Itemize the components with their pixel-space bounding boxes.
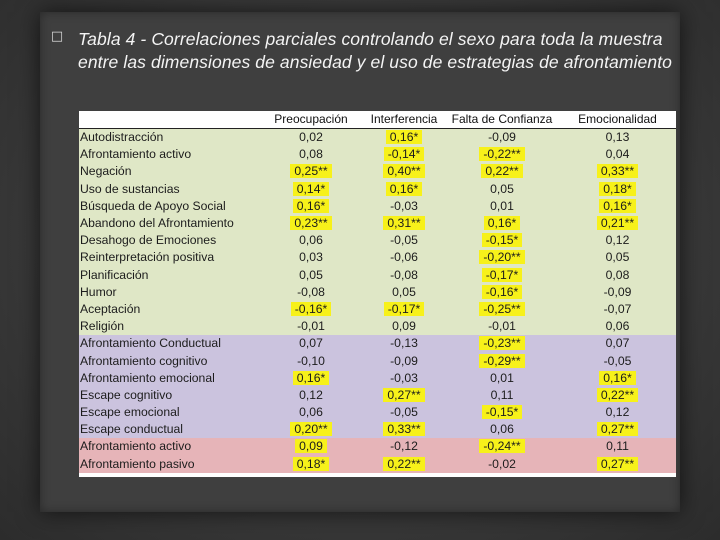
highlighted-value: 0,27** [597,457,638,471]
value-cell [363,335,445,352]
value-cell [445,215,559,232]
highlighted-value: -0,17* [482,268,523,282]
highlighted-value: 0,22** [383,457,424,471]
row-label: Afrontamiento activo [79,146,259,163]
value-cell [259,163,363,180]
highlighted-value: -0,17* [384,302,425,316]
correlation-table [79,111,676,473]
value-text: 0,08 [299,147,323,162]
value-cell [445,301,559,318]
highlighted-value: 0,16* [386,182,422,196]
value-text: -0,08 [390,267,418,282]
value-cell [363,318,445,335]
row-label: Negación [79,163,259,180]
value-cell [559,163,676,180]
table-row [79,249,676,266]
value-cell [445,249,559,266]
slide-title: Tabla 4 - Correlaciones parciales controlando el sexo para toda la muestra entre las dimensiones de ansiedad y el uso de estrategias de afrontamiento [78,29,673,72]
value-cell [259,438,363,455]
highlighted-value: -0,14* [384,147,425,161]
value-cell [445,129,559,147]
value-cell [363,215,445,232]
table-row [79,232,676,249]
value-cell [259,146,363,163]
table-row [79,284,676,301]
value-cell [259,370,363,387]
table-row [79,181,676,198]
value-cell [363,370,445,387]
highlighted-value: -0,16* [482,285,523,299]
value-cell [445,267,559,284]
highlighted-value: 0,31** [383,216,424,230]
value-text: 0,05 [392,284,416,299]
value-text: 0,03 [299,250,323,265]
highlighted-value: 0,16* [293,199,329,213]
row-label: Búsqueda de Apoyo Social [79,198,259,215]
value-cell [559,301,676,318]
value-cell [559,181,676,198]
highlighted-value: -0,15* [482,405,523,419]
table-row [79,352,676,369]
row-label: Autodistracción [79,129,259,147]
table-row [79,215,676,232]
value-text: 0,04 [605,147,630,162]
value-text: -0,10 [297,353,325,368]
value-cell [559,284,676,301]
table-row [79,163,676,180]
row-label: Escape cognitivo [79,387,259,404]
row-label: Religión [79,318,259,335]
value-cell [363,456,445,473]
highlighted-value: 0,16* [599,199,635,213]
table-row [79,404,676,421]
table-row [79,198,676,215]
row-label: Escape emocional [79,404,259,421]
value-cell [259,404,363,421]
missing-glyph-box-icon: □ [50,29,64,44]
value-cell [559,370,676,387]
highlighted-value: -0,23** [479,336,524,350]
row-label: Afrontamiento cognitivo [79,352,259,369]
value-cell [259,301,363,318]
value-cell [445,146,559,163]
value-cell [445,318,559,335]
value-text: 0,06 [490,422,514,437]
value-text: 0,05 [299,267,323,282]
value-text: -0,03 [390,198,418,213]
value-text: 0,01 [490,198,514,213]
header-cell: Preocupación [259,111,363,129]
value-text: 0,08 [605,267,630,282]
value-text: 0,02 [299,130,323,145]
value-cell [559,387,676,404]
value-cell [259,181,363,198]
value-cell [363,284,445,301]
highlighted-value: 0,16* [599,371,635,385]
table-row [79,267,676,284]
highlighted-value: -0,29** [479,354,524,368]
row-label: Uso de sustancias [79,181,259,198]
row-label: Planificación [79,267,259,284]
row-label: Humor [79,284,259,301]
value-text: 0,06 [605,319,630,334]
value-cell [559,352,676,369]
table-row [79,146,676,163]
value-cell [363,146,445,163]
value-cell [559,267,676,284]
value-cell [559,249,676,266]
value-cell [363,249,445,266]
value-cell [445,421,559,438]
highlighted-value: -0,15* [482,233,523,247]
highlighted-value: 0,18* [599,182,635,196]
row-label: Afrontamiento pasivo [79,456,259,473]
value-cell [559,129,676,147]
value-cell [559,198,676,215]
value-text: 0,11 [606,439,629,454]
value-cell [445,456,559,473]
value-text: 0,13 [605,130,630,145]
highlighted-value: -0,24** [479,439,524,453]
value-text: 0,07 [605,336,630,351]
highlighted-value: 0,27** [597,422,638,436]
value-text: 0,07 [299,336,323,351]
highlighted-value: -0,22** [479,147,524,161]
value-text: 0,06 [299,233,323,248]
value-text: 0,12 [299,387,323,402]
value-cell [259,249,363,266]
highlighted-value: 0,33** [383,422,424,436]
value-cell [559,232,676,249]
value-text: 0,01 [490,370,514,385]
value-cell [259,215,363,232]
value-cell [259,232,363,249]
value-cell [363,301,445,318]
value-cell [363,129,445,147]
value-text: 0,12 [605,405,630,420]
highlighted-value: 0,22** [481,164,522,178]
correlation-table-container [79,111,676,477]
value-cell [445,284,559,301]
highlighted-value: -0,16* [291,302,332,316]
value-text: -0,05 [390,233,418,248]
table-row [79,421,676,438]
value-text: 0,05 [490,181,514,196]
highlighted-value: -0,20** [479,250,524,264]
value-cell [445,232,559,249]
table-row [79,301,676,318]
value-cell [259,318,363,335]
value-cell [559,335,676,352]
value-text: -0,07 [603,301,632,316]
value-cell [559,438,676,455]
value-cell [559,215,676,232]
highlighted-value: 0,16* [293,371,329,385]
value-text: -0,13 [390,336,418,351]
table-row [79,129,676,147]
value-text: 0,06 [299,405,323,420]
value-text: -0,01 [488,319,516,334]
highlighted-value: 0,27** [383,388,424,402]
row-label: Reinterpretación positiva [79,249,259,266]
value-cell [259,129,363,147]
value-cell [445,181,559,198]
highlighted-value: 0,33** [597,164,638,178]
header-cell [79,111,259,129]
value-text: -0,08 [297,284,325,299]
value-text: -0,01 [297,319,325,334]
value-cell [259,198,363,215]
value-text: 0,05 [605,250,630,265]
table-body [79,129,676,473]
value-cell [259,267,363,284]
value-text: 0,09 [392,319,416,334]
row-label: Escape conductual [79,421,259,438]
value-cell [559,318,676,335]
header-cell: Interferencia [363,111,445,129]
value-cell [363,404,445,421]
value-cell [559,456,676,473]
value-cell [259,352,363,369]
value-cell [363,232,445,249]
value-cell [559,146,676,163]
value-cell [363,163,445,180]
value-cell [363,387,445,404]
value-cell [363,267,445,284]
table-row [79,335,676,352]
value-cell [559,404,676,421]
table-row [79,370,676,387]
table-row [79,456,676,473]
highlighted-value: 0,16* [484,216,520,230]
header-cell: Emocionalidad [559,111,676,129]
table-row [79,318,676,335]
value-text: -0,12 [390,439,418,454]
value-cell [445,335,559,352]
value-cell [363,352,445,369]
value-text: -0,03 [390,370,418,385]
highlighted-value: 0,18* [293,457,329,471]
value-text: 0,12 [605,233,630,248]
value-cell [445,387,559,404]
value-cell [363,438,445,455]
value-cell [445,370,559,387]
value-cell [445,404,559,421]
table-row [79,387,676,404]
highlighted-value: 0,40** [383,164,424,178]
value-cell [259,387,363,404]
highlighted-value: 0,23** [290,216,331,230]
value-cell [445,352,559,369]
row-label: Afrontamiento activo [79,438,259,455]
value-text: -0,05 [603,353,632,368]
row-label: Aceptación [79,301,259,318]
highlighted-value: 0,09 [295,439,327,453]
value-cell [559,421,676,438]
value-cell [445,198,559,215]
value-cell [259,421,363,438]
value-cell [445,163,559,180]
value-text: -0,09 [488,130,516,145]
value-cell [363,198,445,215]
highlighted-value: 0,21** [597,216,638,230]
highlighted-value: -0,25** [479,302,524,316]
highlighted-value: 0,25** [290,164,331,178]
table-header-row [79,111,676,129]
row-label: Afrontamiento emocional [79,370,259,387]
header-cell: Falta de Confianza [445,111,559,129]
value-cell [259,456,363,473]
value-text: -0,09 [390,353,418,368]
value-cell [445,438,559,455]
row-label: Abandono del Afrontamiento [79,215,259,232]
value-cell [363,181,445,198]
value-text: -0,05 [390,405,418,420]
highlighted-value: 0,22** [597,388,638,402]
value-text: 0,11 [490,387,514,402]
highlighted-value: 0,16* [386,130,422,144]
value-text: -0,06 [390,250,418,265]
value-cell [259,284,363,301]
value-cell [259,335,363,352]
table-row [79,438,676,455]
value-text: -0,09 [603,284,632,299]
row-label: Desahogo de Emociones [79,232,259,249]
highlighted-value: 0,20** [290,422,331,436]
value-text: -0,02 [488,456,516,471]
row-label: Afrontamiento Conductual [79,335,259,352]
highlighted-value: 0,14* [293,182,329,196]
value-cell [363,421,445,438]
